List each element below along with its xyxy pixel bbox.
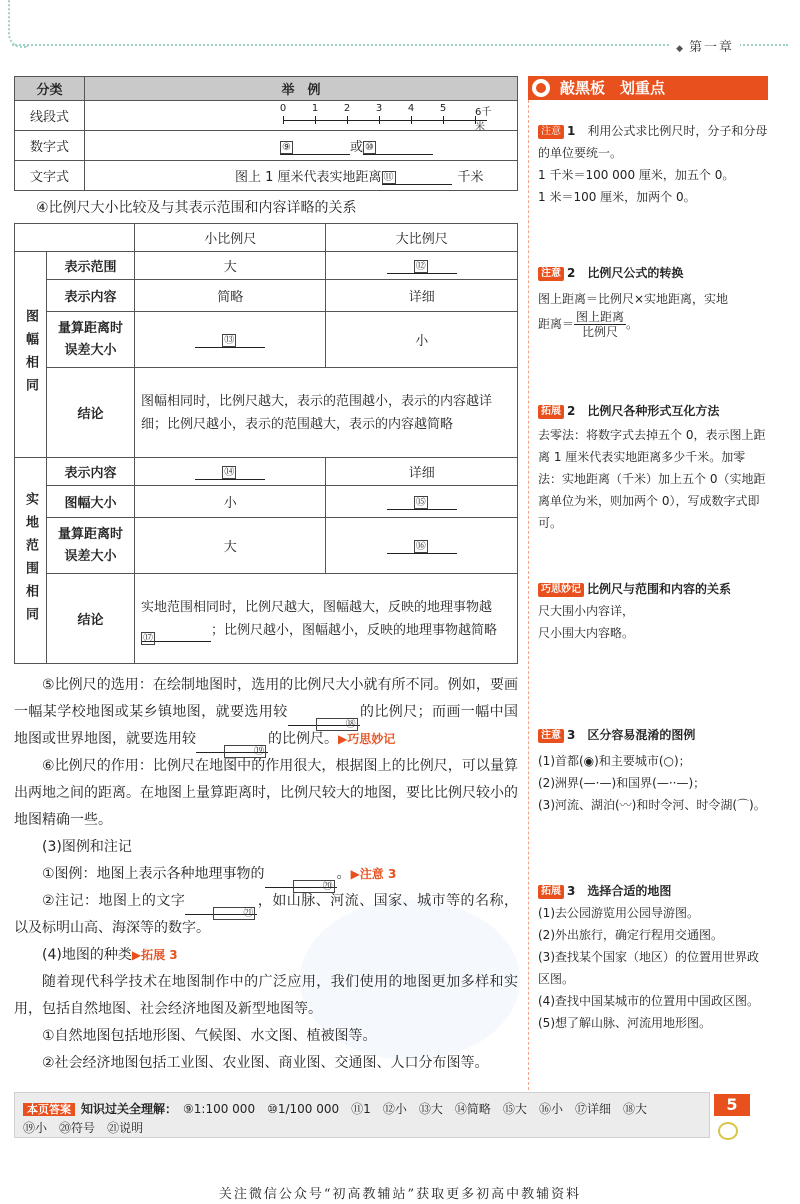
table-row: 结论 图幅相同时，比例尺越大，表示的范围越小，表示的内容越详细；比例尺越小，表示的范围越大，表示的内容越简略 bbox=[15, 368, 518, 458]
fill-blank[interactable]: ⑫ bbox=[387, 258, 457, 274]
bell-icon bbox=[532, 79, 550, 97]
note-2: 注意 2 比例尺公式的转换 图上距离＝比例尺×实地距离，实地 距离＝ $\frac{\text{图上距离}}{\text{比例尺}}$ 。 bbox=[538, 266, 729, 339]
table-row: 数字式 ⑨ 或 ⑩ bbox=[15, 131, 518, 161]
list-item: (5)想了解山脉、河流用地形图。 bbox=[538, 1016, 711, 1030]
table-row: 图幅大小 小 ⑮ bbox=[15, 486, 518, 518]
note-badge: 注意 bbox=[538, 267, 564, 281]
answer-item: ⑮大 bbox=[502, 1102, 527, 1116]
scale-compare-table bbox=[14, 223, 518, 664]
conclusion-text: 实地范围相同时，比例尺越大，图幅越大，反映的地理事物越⑰；比例尺越小，图幅越小，反映的地理事物越简略 bbox=[135, 574, 518, 664]
table-row: 结论 实地范围相同时，比例尺越大，图幅越大，反映的地理事物越⑰；比例尺越小，图幅越小，反映的地理事物越简略 bbox=[15, 574, 518, 664]
answer-item: ⑲小 bbox=[23, 1121, 48, 1135]
col-header: 小比例尺 bbox=[135, 224, 326, 252]
fill-blank[interactable]: ⑰ bbox=[141, 626, 211, 642]
extension-2: 拓展 2 比例尺各种形式互化方法 去零法：将数字式去掉五个 0，表示图上距离 1 厘米代表实地距离多少千米。加零法：实地距离（千米）加上五个 0（实地距离单位为米，则加两个 0），写成数字式即可。 bbox=[538, 404, 766, 530]
table-header: 分类 bbox=[15, 77, 85, 101]
scale-form-table bbox=[14, 76, 518, 191]
row-label: 线段式 bbox=[15, 101, 85, 131]
row-label: 数字式 bbox=[15, 131, 85, 161]
paragraph: (3)图例和注记 bbox=[42, 839, 132, 855]
extension-link[interactable]: ▶拓展 3 bbox=[131, 948, 178, 962]
answer-item: ⑱大 bbox=[623, 1102, 648, 1116]
fill-blank[interactable]: ⑳ bbox=[265, 872, 337, 888]
extension-badge: 拓展 bbox=[538, 885, 564, 899]
table-row bbox=[15, 101, 518, 131]
line-scale-cell bbox=[85, 101, 518, 131]
fill-blank[interactable]: ⑲ bbox=[196, 737, 268, 753]
paragraph: ⑤比例尺的选用：在绘制地图时，选用的比例尺大小就有所不同。例如，要画一幅某学校地图或某乡镇地图，就要选用较⑱的比例尺；而画一幅中国地图或世界地图，就要选用较⑲的比例尺。▶巧思妙记 bbox=[14, 677, 519, 757]
note-link[interactable]: ▶注意 3 bbox=[350, 867, 397, 881]
table-row: 量算距离时误差大小 大 ⑯ bbox=[15, 518, 518, 574]
chapter-label: ◆ 第一章 bbox=[670, 36, 740, 55]
group-label: 实地范围相同 bbox=[15, 458, 47, 664]
fill-blank[interactable]: ⑪ bbox=[382, 169, 452, 185]
footer-text: 关注微信公众号“初高教辅站”获取更多初高中教辅资料 bbox=[218, 1187, 582, 1202]
note-badge: 注意 bbox=[538, 125, 564, 139]
paragraph: ②注记：地图上的文字㉑，如山脉、河流、国家、城市等的名称，以及标明山高、海深等的数字。 bbox=[14, 893, 518, 936]
answer-item: ⑭简略 bbox=[454, 1102, 491, 1116]
paragraph: 随着现代科学技术在地图制作中的广泛应用，我们使用的地图更加多样和实用，包括自然地图、社会经济地图及新型地图等。 bbox=[14, 974, 518, 1017]
conclusion-text: 图幅相同时，比例尺越大，表示的范围越小，表示的内容越详细；比例尺越小，表示的范围越大，表示的内容越简略 bbox=[135, 368, 518, 458]
tip-link[interactable]: ▶巧思妙记 bbox=[338, 732, 396, 746]
fill-blank[interactable]: ⑯ bbox=[387, 538, 457, 554]
answer-item: ⑰详细 bbox=[574, 1102, 611, 1116]
paragraph: ①图例：地图上表示各种地理事物的⑳。▶注意 3 bbox=[42, 866, 397, 892]
extension-badge: 拓展 bbox=[538, 405, 564, 419]
paragraph: (4)地图的种类▶拓展 3 bbox=[42, 947, 178, 963]
table-row: 图幅相同 表示范围 大 ⑫ bbox=[15, 252, 518, 280]
extension-3: 拓展 3 选择合适的地图 (1)去公园游览用公园导游图。 (2)外出旅行，确定行程用交通图。 (3)查找某个国家（地区）的位置用世界政区图。 (4)查找中国某城市的位置用中国政区图。 (5)想了解山脉、河流用地形图。 bbox=[538, 880, 768, 1034]
answer-item: ⑬大 bbox=[418, 1102, 443, 1116]
line-scale-ruler: 0 1 2 3 4 5 6千米 bbox=[279, 102, 492, 133]
table-header: 举 例 bbox=[85, 77, 518, 101]
table-row: 量算距离时误差大小 ⑬ 小 bbox=[15, 312, 518, 368]
answer-badge: 本页答案 bbox=[23, 1103, 75, 1116]
sidebar-banner: 敲黑板 划重点 bbox=[528, 76, 768, 100]
list-item: (3)查找某个国家（地区）的位置用世界政区图。 bbox=[538, 950, 759, 986]
table-row: 实地范围相同 表示内容 ⑭ 详细 bbox=[15, 458, 518, 486]
answer-item: ㉑说明 bbox=[107, 1121, 144, 1135]
memory-tip: 巧思妙记 比例尺与范围和内容的关系 尺大围小内容详， 尺小围大内容略。 bbox=[538, 582, 732, 640]
row-label: 文字式 bbox=[15, 161, 85, 191]
note-3: 注意 3 区分容易混淆的图例 (1)首都(◉)和主要城市(○)； (2)洲界(—·—)和国界(—··—)； (3)河流、湖泊(〰)和时令河、时令湖(⌒)。 bbox=[538, 728, 766, 812]
answer-item: ⑨1:100 000 bbox=[183, 1102, 256, 1116]
paragraph: ①自然地图包括地形图、气候图、水文图、植被图等。 bbox=[42, 1028, 377, 1044]
answer-item: ⑫小 bbox=[382, 1102, 407, 1116]
col-header: 大比例尺 bbox=[326, 224, 518, 252]
answer-bar: 本页答案 知识过关全理解： ⑨1:100 000 ⑩1/100 000 ⑪1 ⑫小 ⑬大 ⑭简略 ⑮大 ⑯小 ⑰详细 ⑱大 ⑲小 ⑳符号 ㉑说明 bbox=[14, 1092, 710, 1138]
key-points-sidebar bbox=[528, 76, 768, 1086]
fill-blank[interactable]: ⑬ bbox=[195, 332, 265, 348]
group-label: 图幅相同 bbox=[15, 252, 47, 458]
formula-fraction: $\frac{\text{图上距离}}{\text{比例尺}}$ bbox=[576, 310, 625, 339]
fill-blank[interactable]: ㉑ bbox=[185, 899, 257, 915]
list-item: (4)查找中国某城市的位置用中国政区图。 bbox=[538, 994, 759, 1008]
fill-blank[interactable]: ⑱ bbox=[288, 710, 360, 726]
paragraph: ⑥比例尺的作用：比例尺在地图中的作用很大，根据图上的比例尺，可以量算出两地之间的距离。在地图上量算距离时，比例尺较大的地图，要比比例尺较小的地图精确一些。 bbox=[14, 758, 518, 828]
spiral-icon bbox=[718, 1122, 738, 1140]
fill-blank[interactable]: ⑨ bbox=[280, 139, 350, 155]
note-1: 注意 1 利用公式求比例尺时，分子和分母的单位要统一。 1 千米＝100 000 厘米，加五个 0。 1 米＝100 厘米，加两个 0。 bbox=[538, 124, 768, 204]
page-number: 5 bbox=[714, 1094, 750, 1116]
answer-item: ⑯小 bbox=[538, 1102, 563, 1116]
answer-item: ⑩1/100 000 bbox=[267, 1102, 340, 1116]
list-item: (1)去公园游览用公园导游图。 bbox=[538, 906, 699, 920]
answer-item: ⑳符号 bbox=[59, 1121, 96, 1135]
page-border-decoration bbox=[8, 0, 28, 48]
note-badge: 注意 bbox=[538, 729, 564, 743]
fill-blank[interactable]: ⑮ bbox=[387, 494, 457, 510]
table-row: 文字式 图上 1 厘米代表实地距离 ⑪ 千米 bbox=[15, 161, 518, 191]
main-column bbox=[14, 76, 518, 1077]
answer-item: ⑪1 bbox=[351, 1102, 371, 1116]
paragraph: ②社会经济地图包括工业图、农业图、商业图、交通图、人口分布图等。 bbox=[42, 1055, 489, 1071]
list-item: (2)外出旅行，确定行程用交通图。 bbox=[538, 928, 723, 942]
table-row: 表示内容 简略 详细 bbox=[15, 280, 518, 312]
section-heading: ④比例尺大小比较及与其表示范围和内容详略的关系 bbox=[36, 200, 357, 216]
fill-blank[interactable]: ⑭ bbox=[195, 464, 265, 480]
tip-badge: 巧思妙记 bbox=[538, 583, 584, 597]
fill-blank[interactable]: ⑩ bbox=[363, 139, 433, 155]
